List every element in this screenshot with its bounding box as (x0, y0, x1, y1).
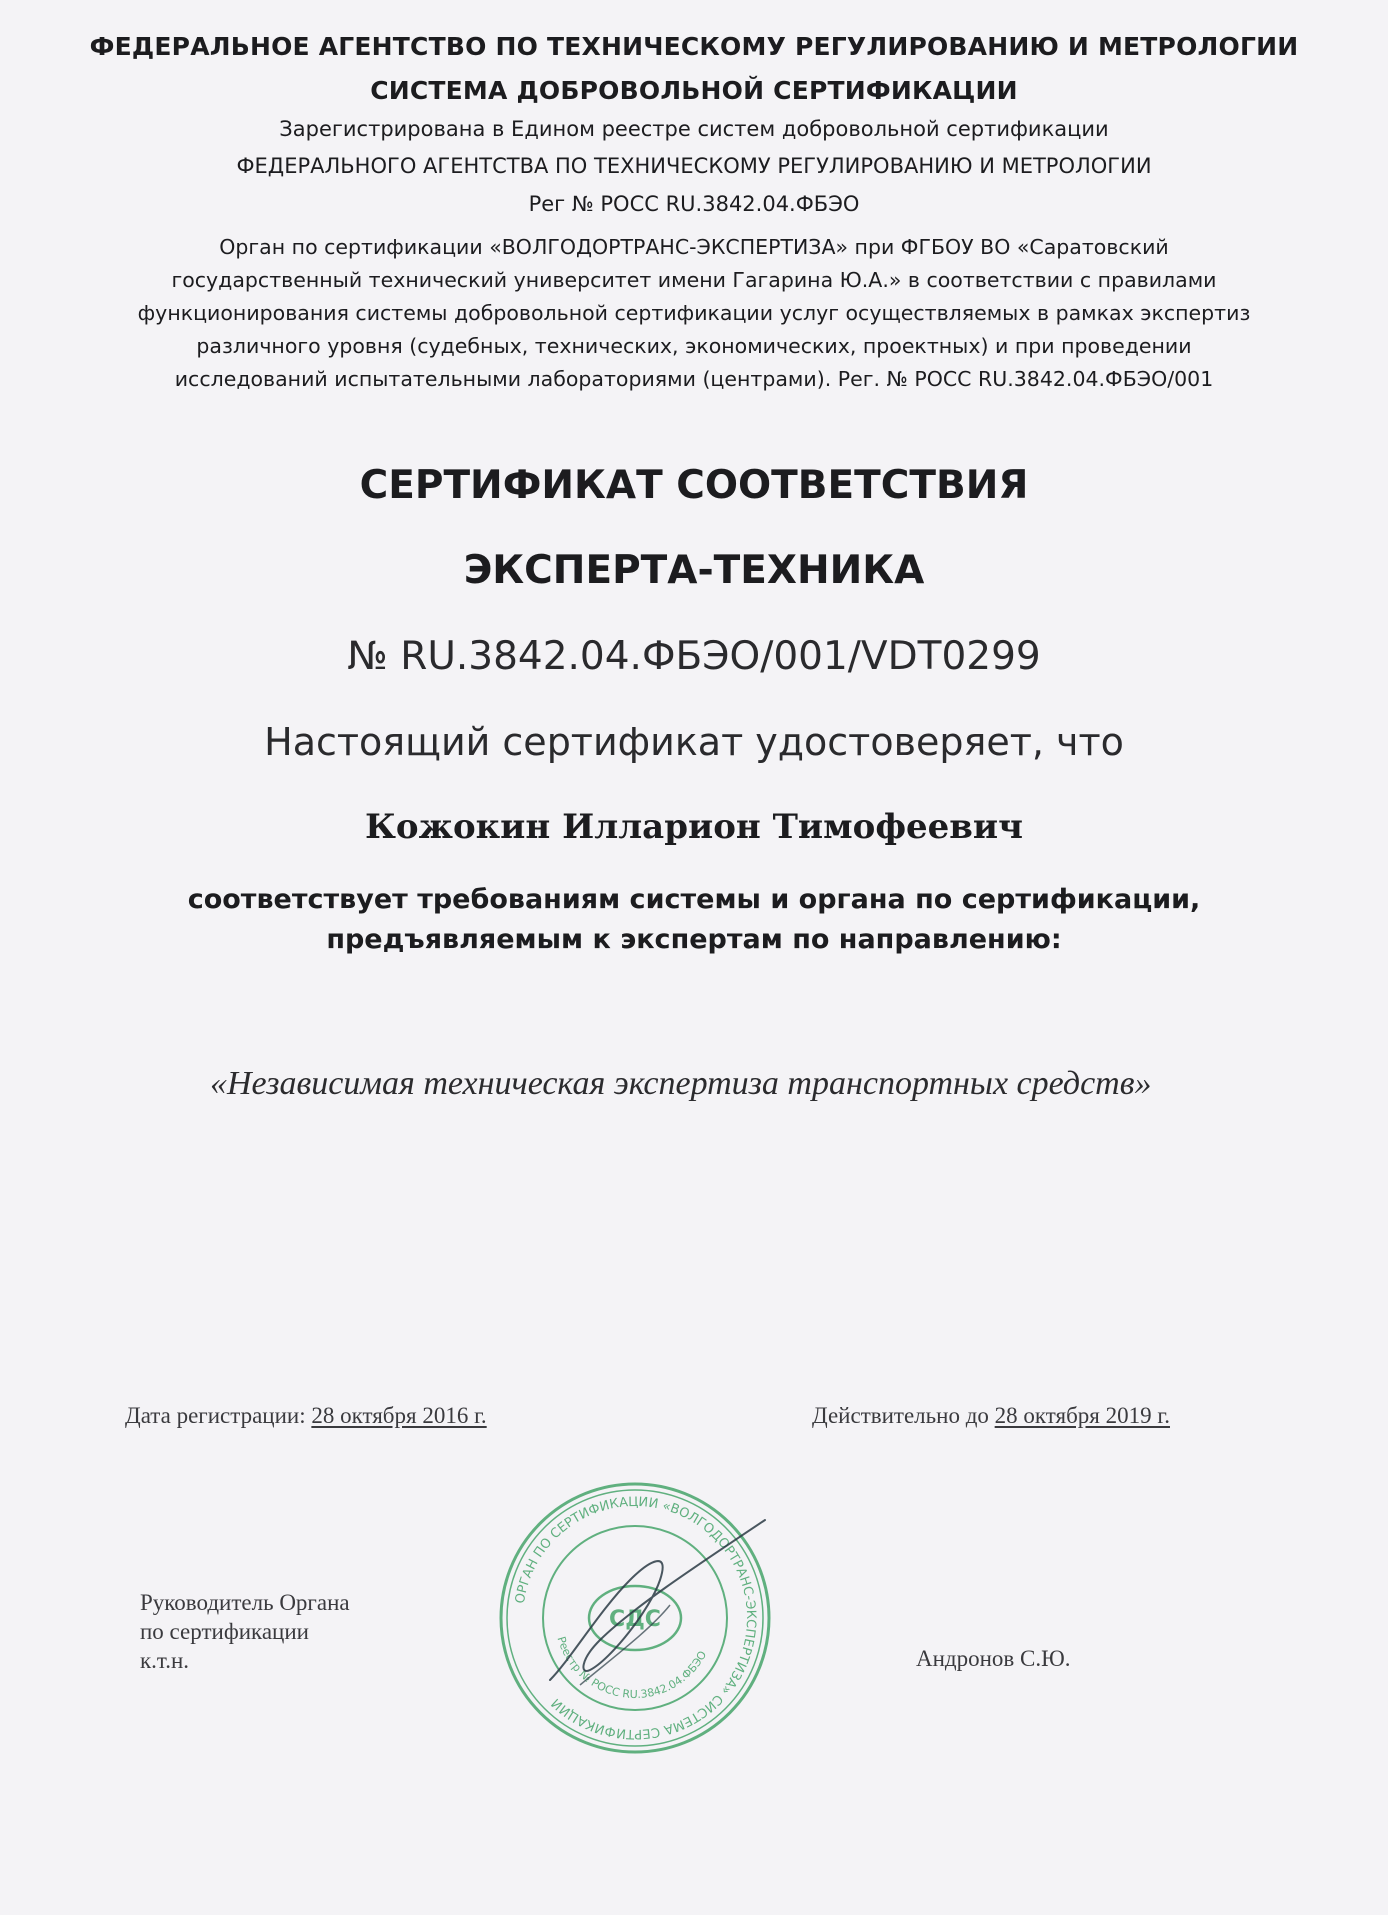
handwritten-signature (540, 1510, 770, 1710)
body-line: государственный технический университет имени Гагарина Ю.А.» в соответствии с правилами (171, 268, 1217, 292)
agency-line-2: ФЕДЕРАЛЬНОГО АГЕНТСТВА ПО ТЕХНИЧЕСКОМУ РЕГУЛИРОВАНИЮ И МЕТРОЛОГИИ (236, 154, 1152, 178)
signatory-role-line: Руководитель Органа (140, 1590, 350, 1615)
registration-date: 28 октября 2016 г. (311, 1403, 487, 1428)
agency-line: ФЕДЕРАЛЬНОЕ АГЕНТСТВО ПО ТЕХНИЧЕСКОМУ РЕГУЛИРОВАНИЮ И МЕТРОЛОГИИ (89, 32, 1299, 61)
stamp-ring-text: ОРГАН ПО СЕРТИФИКАЦИИ «ВОЛГОДОРТРАНС-ЭКСПЕРТИЗА» СИСТЕМА СЕРТИФИКАЦИИ (512, 1494, 759, 1742)
signatory-role (140, 1588, 350, 1675)
expertise-direction: «Независимая техническая экспертиза транспортных средств» (210, 1065, 1152, 1102)
holder-name: Кожокин Илларион Тимофеевич (365, 807, 1023, 847)
signatory-role-line: к.т.н. (140, 1648, 190, 1673)
valid-until-date: 28 октября 2019 г. (994, 1403, 1170, 1428)
body-line: исследований испытательными лабораториями (центрами). Рег. № РОСС RU.3842.04.ФБЭО/001 (174, 367, 1214, 391)
certifies-statement: Настоящий сертификат удостоверяет, что (264, 720, 1124, 764)
signatory-name: Андронов С.Ю. (916, 1646, 1071, 1671)
valid-until-block (812, 1403, 1170, 1429)
certificate-title: СЕРТИФИКАТ СООТВЕТСТВИЯ (359, 463, 1029, 508)
system-line: СИСТЕМА ДОБРОВОЛЬНОЙ СЕРТИФИКАЦИИ (370, 76, 1018, 105)
stamp-center-text: СДС (609, 1607, 661, 1632)
registration-label: Дата регистрации: (125, 1403, 312, 1428)
body-paragraph (0, 231, 1388, 396)
requirements-text (0, 880, 1388, 960)
requirement-line: предъявляемым к экспертам по направлению: (326, 924, 1062, 955)
body-line: различного уровня (судебных, технических, экономических, проектных) и при проведении (196, 334, 1192, 358)
body-line: Орган по сертификации «ВОЛГОДОРТРАНС-ЭКСПЕРТИЗА» при ФГБОУ ВО «Саратовский (219, 235, 1169, 259)
valid-until-label: Действительно до (812, 1403, 995, 1428)
certificate-number: № RU.3842.04.ФБЭО/001/VDT0299 (347, 634, 1041, 679)
registration-number-line: Рег № РОСС RU.3842.04.ФБЭО (528, 192, 860, 216)
requirement-line: соответствует требованиям системы и органа по сертификации, (187, 884, 1201, 915)
signatory-role-line: по сертификации (140, 1619, 309, 1644)
certificate-subtitle: ЭКСПЕРТА-ТЕХНИКА (463, 548, 925, 593)
stamp-registry-text: Реестр № РОСС RU.3842.04.ФБЭО (554, 1634, 710, 1702)
registration-date-block (125, 1403, 487, 1429)
registered-line: Зарегистрирована в Едином реестре систем добровольной сертификации (279, 117, 1109, 141)
body-line: функционирования системы добровольной сертификации услуг осуществляемых в рамках экспертиз (137, 301, 1251, 325)
